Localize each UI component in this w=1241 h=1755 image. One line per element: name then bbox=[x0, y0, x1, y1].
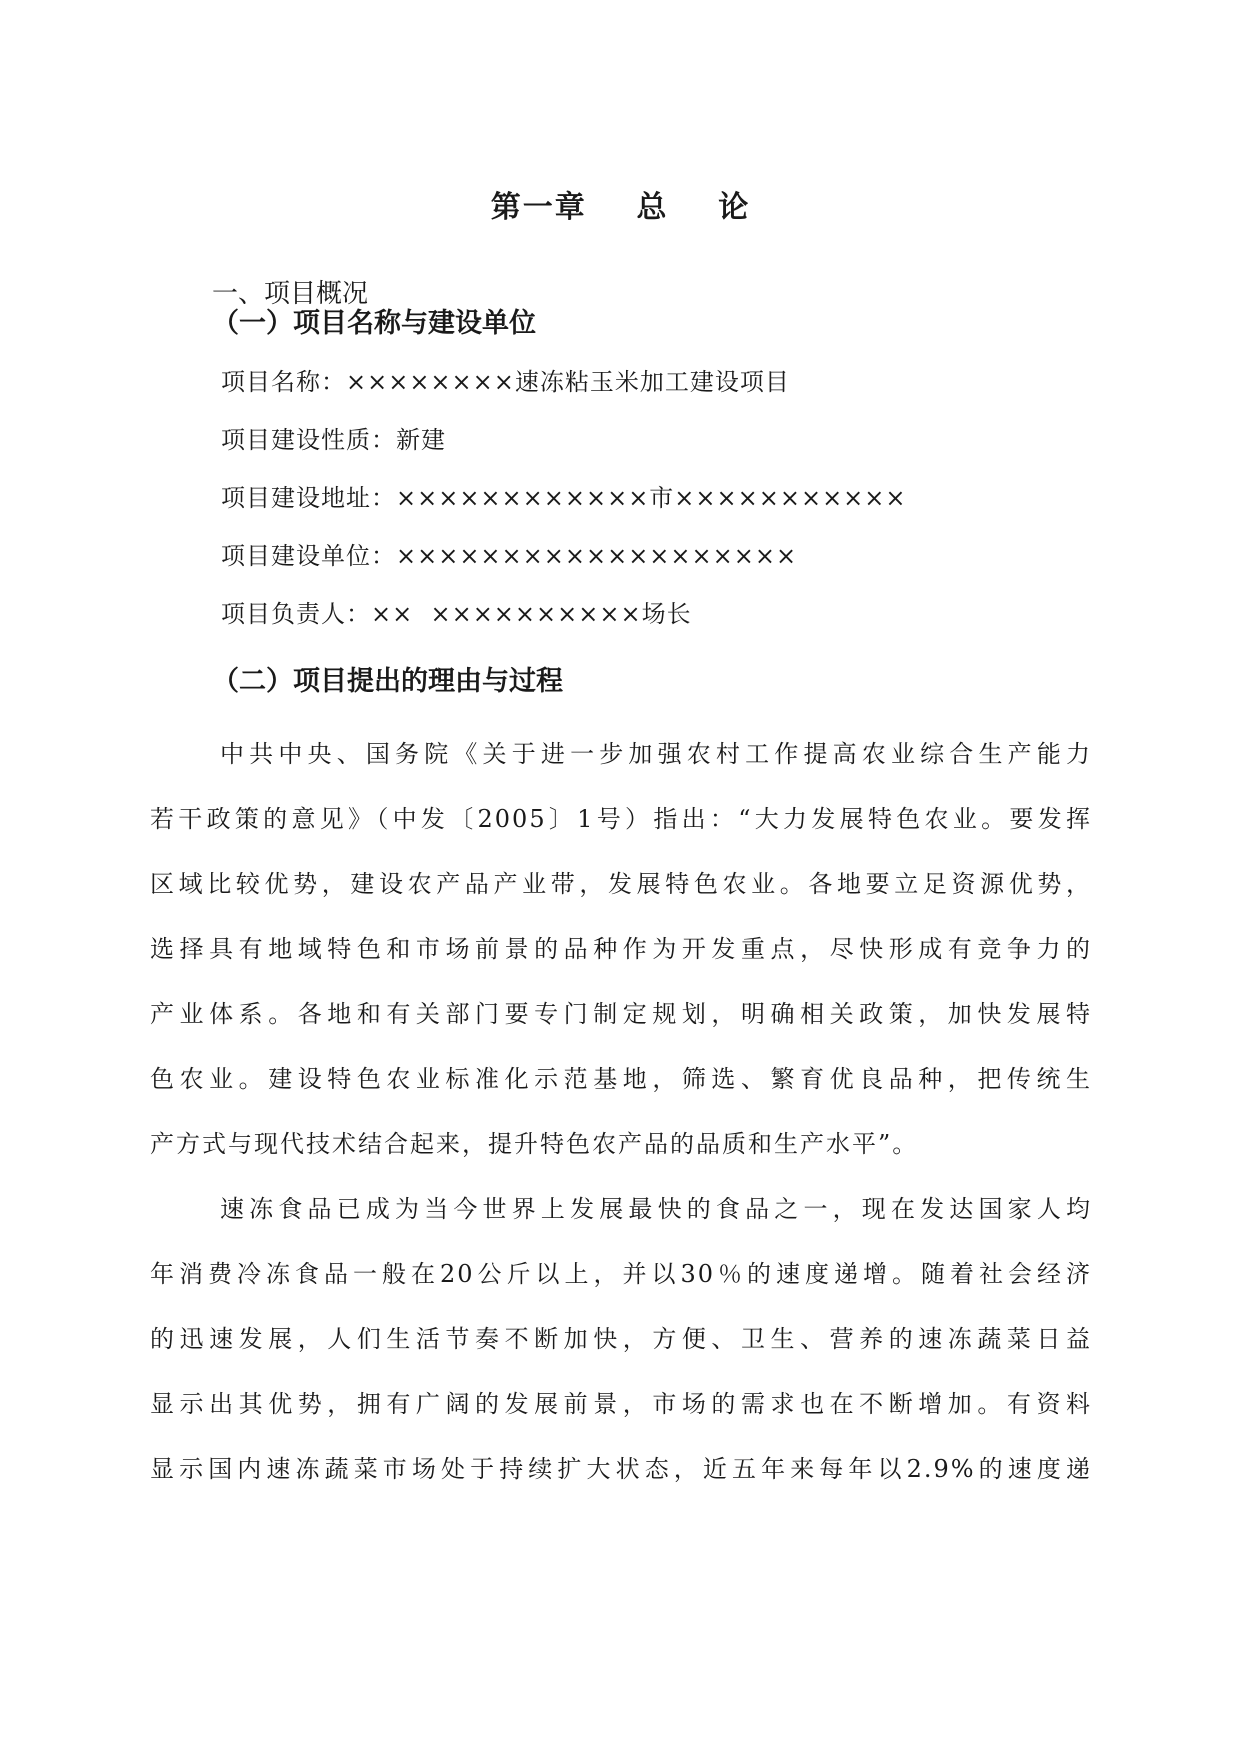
field-project-name: 项目名称：××××××××速冻粘玉米加工建设项目 bbox=[221, 368, 790, 396]
paragraph-line: 产业体系。各地和有关部门要专门制定规划，明确相关政策，加快发展特 bbox=[150, 1000, 1092, 1028]
subsection-heading-name-and-unit: （一）项目名称与建设单位 bbox=[212, 308, 536, 339]
paragraph-line: 产方式与现代技术结合起来，提升特色农产品的品质和生产水平”。 bbox=[150, 1130, 919, 1158]
paragraph-line: 显示出其优势，拥有广阔的发展前景，市场的需求也在不断增加。有资料 bbox=[150, 1390, 1092, 1418]
subsection-heading-reasons-and-process: （二）项目提出的理由与过程 bbox=[212, 666, 563, 697]
field-project-nature: 项目建设性质：新建 bbox=[221, 426, 446, 454]
field-project-address: 项目建设地址：××××××××××××市××××××××××× bbox=[221, 484, 907, 512]
paragraph-line: 年消费冷冻食品一般在20公斤以上，并以30％的速度递增。随着社会经济 bbox=[150, 1260, 1092, 1288]
paragraph-policy bbox=[150, 722, 1092, 1177]
paragraph-line: 中共中央、国务院《关于进一步加强农村工作提高农业综合生产能力 bbox=[220, 740, 1092, 768]
paragraph-line: 若干政策的意见》（中发〔2005〕1号）指出：“大力发展特色农业。要发挥 bbox=[150, 805, 1092, 833]
field-project-leader: 项目负责人：×× ××××××××××场长 bbox=[221, 600, 692, 628]
paragraph-line: 速冻食品已成为当今世界上发展最快的食品之一，现在发达国家人均 bbox=[220, 1195, 1092, 1223]
paragraph-line: 区域比较优势，建设农产品产业带，发展特色农业。各地要立足资源优势， bbox=[150, 870, 1092, 898]
section-heading-project-overview: 一、项目概况 bbox=[212, 279, 369, 309]
paragraph-line: 选择具有地域特色和市场前景的品种作为开发重点，尽快形成有竞争力的 bbox=[150, 935, 1092, 963]
paragraph-frozen-food-market bbox=[150, 1177, 1092, 1502]
chapter-title: 第一章 总 论 bbox=[490, 190, 751, 225]
paragraph-line: 的迅速发展，人们生活节奏不断加快，方便、卫生、营养的速冻蔬菜日益 bbox=[150, 1325, 1092, 1353]
field-project-unit: 项目建设单位：××××××××××××××××××× bbox=[221, 542, 798, 570]
paragraph-line: 显示国内速冻蔬菜市场处于持续扩大状态，近五年来每年以2.9%的速度递 bbox=[150, 1455, 1092, 1483]
paragraph-line: 色农业。建设特色农业标准化示范基地，筛选、繁育优良品种，把传统生 bbox=[150, 1065, 1092, 1093]
